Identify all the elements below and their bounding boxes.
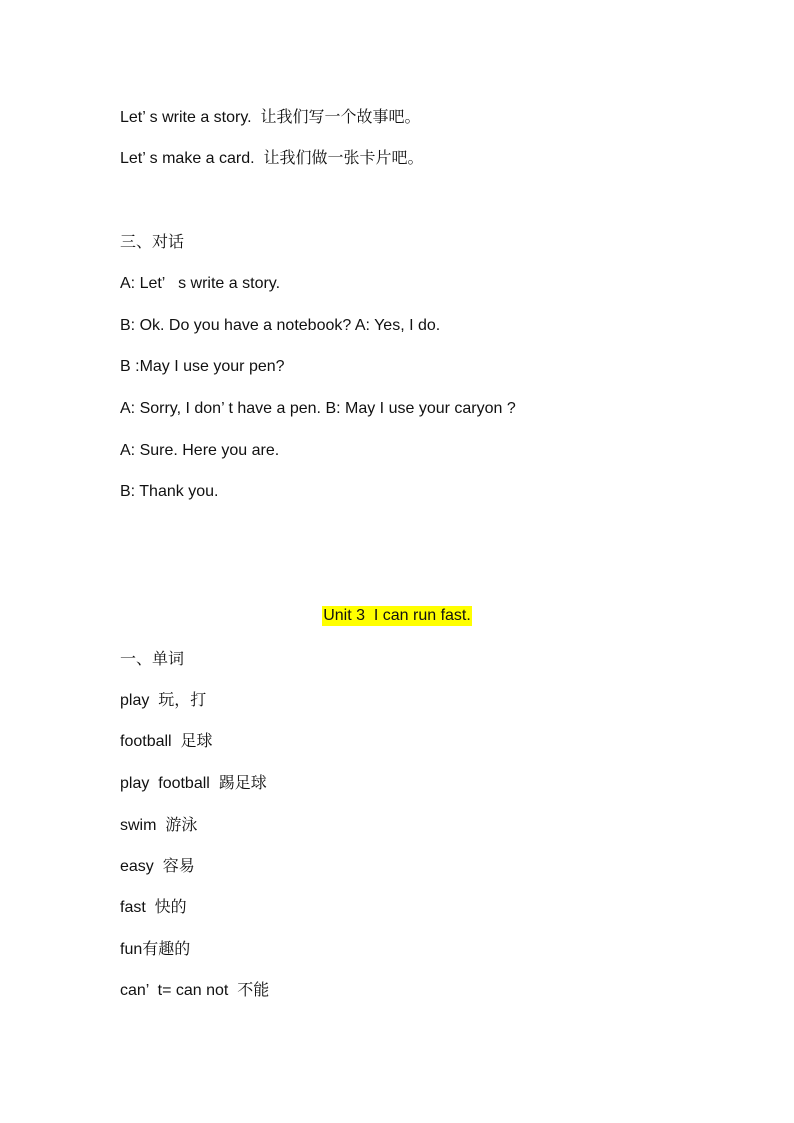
dialogue-line: A: Sorry, I don’ t have a pen. B: May I use your caryon ?	[120, 400, 516, 417]
dialogue-line: B: Ok. Do you have a notebook? A: Yes, I do.	[120, 317, 441, 334]
vocab-item: football 足球	[120, 733, 213, 750]
vocab-item: play 玩，打	[120, 692, 207, 709]
phrase-lets-make-card: Let’ s make a card. 让我们做一张卡片吧。	[120, 150, 424, 167]
vocab-item: fun有趣的	[120, 941, 191, 958]
dialogue-line: A: Let’ s write a story.	[120, 275, 281, 292]
unit-title-row	[0, 606, 794, 626]
dialogue-heading: 三、对话	[120, 234, 185, 251]
vocab-item: easy 容易	[120, 858, 195, 875]
phrase-lets-write-story: Let’ s write a story. 让我们写一个故事吧。	[120, 109, 421, 126]
vocab-item: play football 踢足球	[120, 775, 267, 792]
vocab-item: fast 快的	[120, 899, 187, 916]
vocab-item: swim 游泳	[120, 817, 198, 834]
dialogue-line: B :May I use your pen?	[120, 358, 285, 375]
words-heading: 一、单词	[120, 651, 185, 668]
unit-title: Unit 3 I can run fast.	[323, 607, 471, 624]
dialogue-line: A: Sure. Here you are.	[120, 442, 280, 459]
dialogue-line: B: Thank you.	[120, 483, 219, 500]
vocab-item: can’ t= can not 不能	[120, 982, 270, 999]
